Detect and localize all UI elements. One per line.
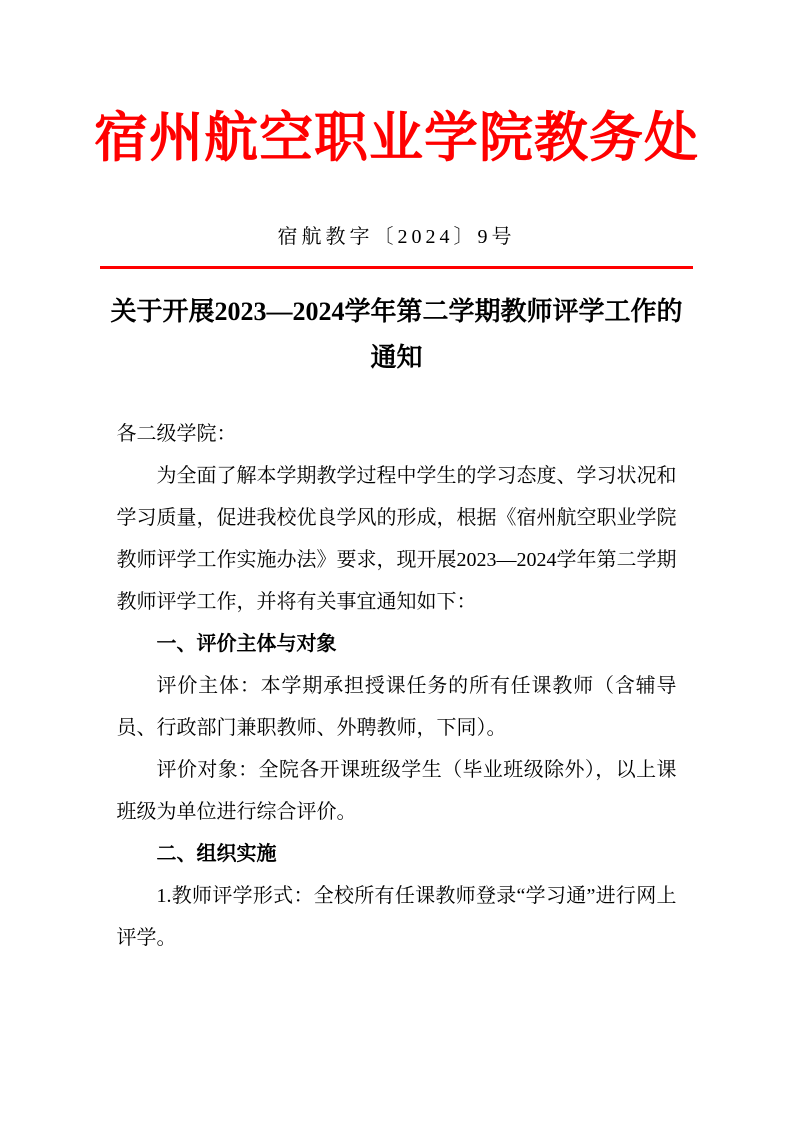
salutation: 各二级学院： <box>116 423 237 445</box>
notice-title-line1: 关于开展2023—2024学年第二学期教师评学工作的 <box>110 297 683 326</box>
paragraph-intro: 为全面了解本学期教学过程中学生的学习态度、学习状况和学习质量，促进我校优良学风的形成，根据《宿州航空职业学院教师评学工作实施办法》要求，现开展2023—2024学年第二学期教师评学工作，并将有关事宜通知如下： <box>116 465 677 613</box>
section-heading-1: 一、评价主体与对象 <box>156 633 337 655</box>
paragraph-evaluation-form: 1.教师评学形式：全校所有任课教师登录“学习通”进行网上评学。 <box>116 885 677 949</box>
masthead-title: 宿州航空职业学院教务处 <box>94 108 699 168</box>
notice-title <box>0 289 793 381</box>
notice-body <box>117 413 677 959</box>
red-divider-line <box>100 266 693 269</box>
paragraph-evaluation-subject: 评价主体：本学期承担授课任务的所有任课教师（含辅导员、行政部门兼职教师、外聘教师，下同）。 <box>116 675 677 739</box>
document-number: 宿航教字〔2024〕9号 <box>277 226 516 248</box>
paragraph-evaluation-object: 评价对象：全院各开课班级学生（毕业班级除外），以上课班级为单位进行综合评价。 <box>116 759 677 823</box>
notice-title-line2: 通知 <box>370 343 423 372</box>
section-heading-2: 二、组织实施 <box>156 843 277 865</box>
